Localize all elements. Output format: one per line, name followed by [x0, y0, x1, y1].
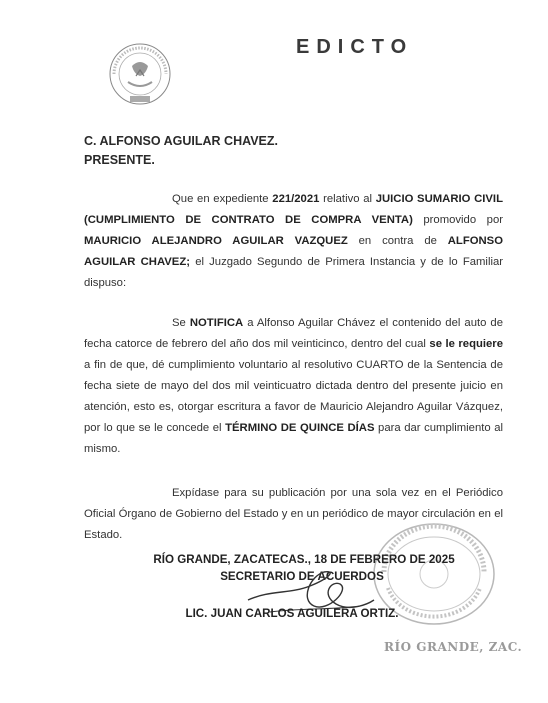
addressee-block: [84, 132, 278, 170]
stamp-location: RÍO GRANDE, ZAC.: [384, 640, 523, 654]
text-fragment: promovido por: [412, 214, 503, 226]
paragraph-case: [84, 189, 503, 294]
text-fragment: relativo al: [319, 193, 376, 205]
state-seal-icon: [92, 38, 188, 110]
text-fragment: a fin de que, dé cumplimiento voluntario al resolutivo CUARTO de la Sentencia de fecha siete de mayo del dos mil veinticuatro dictada dentro del presente juicio en atención, esto es, otorgar escritura a favor de Mauricio Alejandro Aguilar Vázquez, por lo que se le concede el: [84, 359, 503, 434]
text-fragment: Que en expediente: [172, 193, 273, 205]
paragraph-notification: [84, 313, 503, 460]
text-fragment: Se: [172, 317, 190, 329]
text-fragment: en contra de: [347, 235, 448, 247]
term-keyword: TÉRMINO DE QUINCE DÍAS: [225, 422, 375, 434]
requirement-keyword: se le requiere: [429, 338, 503, 350]
place-date: RÍO GRANDE, ZACATECAS., 18 DE FEBRERO DE 2025: [153, 553, 455, 566]
secretary-title: SECRETARIO DE ACUERDOS: [220, 570, 384, 583]
text-fragment: el Juzgado Segundo de Primera Instancia y de lo Familiar dispuso:: [84, 256, 504, 289]
notify-keyword: NOTIFICA: [189, 317, 244, 329]
publication-text: Expídase para su publicación por una sola vez en el Periódico Oficial Órgano de Gobierno del Estado y en un periódico de mayor circulación en el Estado.: [84, 487, 503, 541]
text-fragment: para dar cumplimiento al mismo.: [84, 422, 504, 455]
case-type: JUICIO SUMARIO CIVIL (CUMPLIMIENTO DE CONTRATO DE COMPRA VENTA): [84, 193, 503, 226]
case-number: 221/2021: [272, 193, 320, 205]
text-fragment: a Alfonso Aguilar Chávez el contenido del auto de fecha catorce de febrero del año dos mil veinticinco, dentro del cual: [84, 317, 503, 350]
document-title: EDICTO: [296, 36, 414, 58]
plaintiff-name: MAURICIO ALEJANDRO AGUILAR VAZQUEZ: [84, 235, 348, 247]
addressee-name: C. ALFONSO AGUILAR CHAVEZ.: [84, 134, 278, 148]
defendant-name: ALFONSO AGUILAR CHAVEZ;: [84, 235, 503, 268]
addressee-present: PRESENTE.: [84, 153, 155, 167]
official-name: LIC. JUAN CARLOS AGUILERA ORTIZ.: [185, 607, 399, 620]
